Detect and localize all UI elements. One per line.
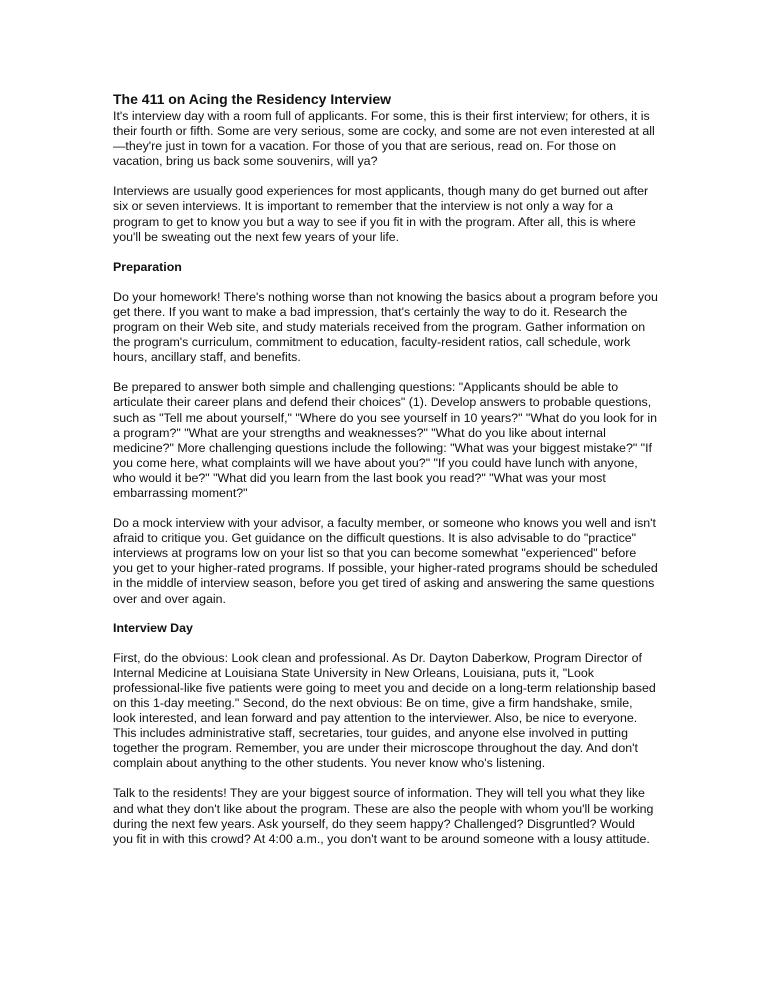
preparation-paragraph-3: Do a mock interview with your advisor, a faculty member, or someone who knows you well and isn't afraid to critique you. Get guidance on the difficult questions. It is also advisable to do "practice" interviews at programs low on your list so that you can become somewhat "experienced" before you get to your higher-rated programs. If possible, your higher-rated programs should be scheduled in the middle of interview season, before you get tired of asking and answering the same questions over and over again. bbox=[113, 516, 658, 606]
intro-paragraph-1: It's interview day with a room full of applicants. For some, this is their first interview; for others, it is their fourth or fifth. Some are very serious, some are cocky, and some are not even interested at all—they're just in town for a vacation. For those of you that are serious, read on. For those on vacation, bring us back some souvenirs, will ya? bbox=[113, 109, 655, 169]
preparation-paragraph-1: Do your homework! There's nothing worse than not knowing the basics about a program before you get there. If you want to make a bad impression, that's certainly the way to do it. Research the program on their Web site, and study materials received from the program. Gather information on the program's curriculum, commitment to education, faculty-resident ratios, call schedule, work hours, ancillary staff, and benefits. bbox=[113, 289, 658, 365]
interview-day-paragraph-1: First, do the obvious: Look clean and professional. As Dr. Dayton Daberkow, Program Director of Internal Medicine at Louisiana State University in New Orleans, Louisiana, puts it, "Look professional-like five patients were going to meet you and decide on a long-term relationship based on this 1-day meeting." Second, do the next obvious: Be on time, give a firm handshake, smile, look interested, and lean forward and pay attention to the interviewer. Also, be nice to everyone. This includes administrative staff, secretaries, tour guides, and anyone else involved in putting together the program. Remember, you are under their microscope throughout the day. And don't complain about anything to the other students. You never know who's listening. bbox=[113, 650, 656, 771]
intro-paragraph-2: Interviews are usually good experiences for most applicants, though many do get burned out after six or seven interviews. It is important to remember that the interview is not only a way for a program to get to know you but a way to see if you fit in with the program. After all, this is where you'll be sweating out the next few years of your life. bbox=[113, 184, 649, 244]
document-title: The 411 on Acing the Residency Interview bbox=[113, 91, 392, 107]
interview-day-paragraph-2: Talk to the residents! They are your biggest source of information. They will tell you what they like and what they don't like about the program. These are also the people with whom you'll be working during the next few years. Ask yourself, do they seem happy? Challenged? Disgruntled? Would you fit in with this crowd? At 4:00 a.m., you don't want to be around someone with a lousy attitude. bbox=[113, 786, 654, 846]
preparation-paragraph-2: Be prepared to answer both simple and challenging questions: "Applicants should be able to articulate their career plans and defend their choices" (1). Develop answers to probable questions, such as "Tell me about yourself," "Where do you see yourself in 10 years?" "What do you look for in a program?" "What are your strengths and weaknesses?" "What do you like about internal medicine?" More challenging questions include the following: "What was your biggest mistake?" "If you come here, what complaints will we have about you?" "If you could have lunch with anyone, who would it be?" "What did you learn from the last book you read?" "What was your most embarrassing moment?" bbox=[113, 380, 658, 500]
document-page bbox=[113, 91, 658, 862]
section-heading-preparation: Preparation bbox=[113, 259, 182, 274]
section-heading-interview-day: Interview Day bbox=[113, 620, 193, 635]
